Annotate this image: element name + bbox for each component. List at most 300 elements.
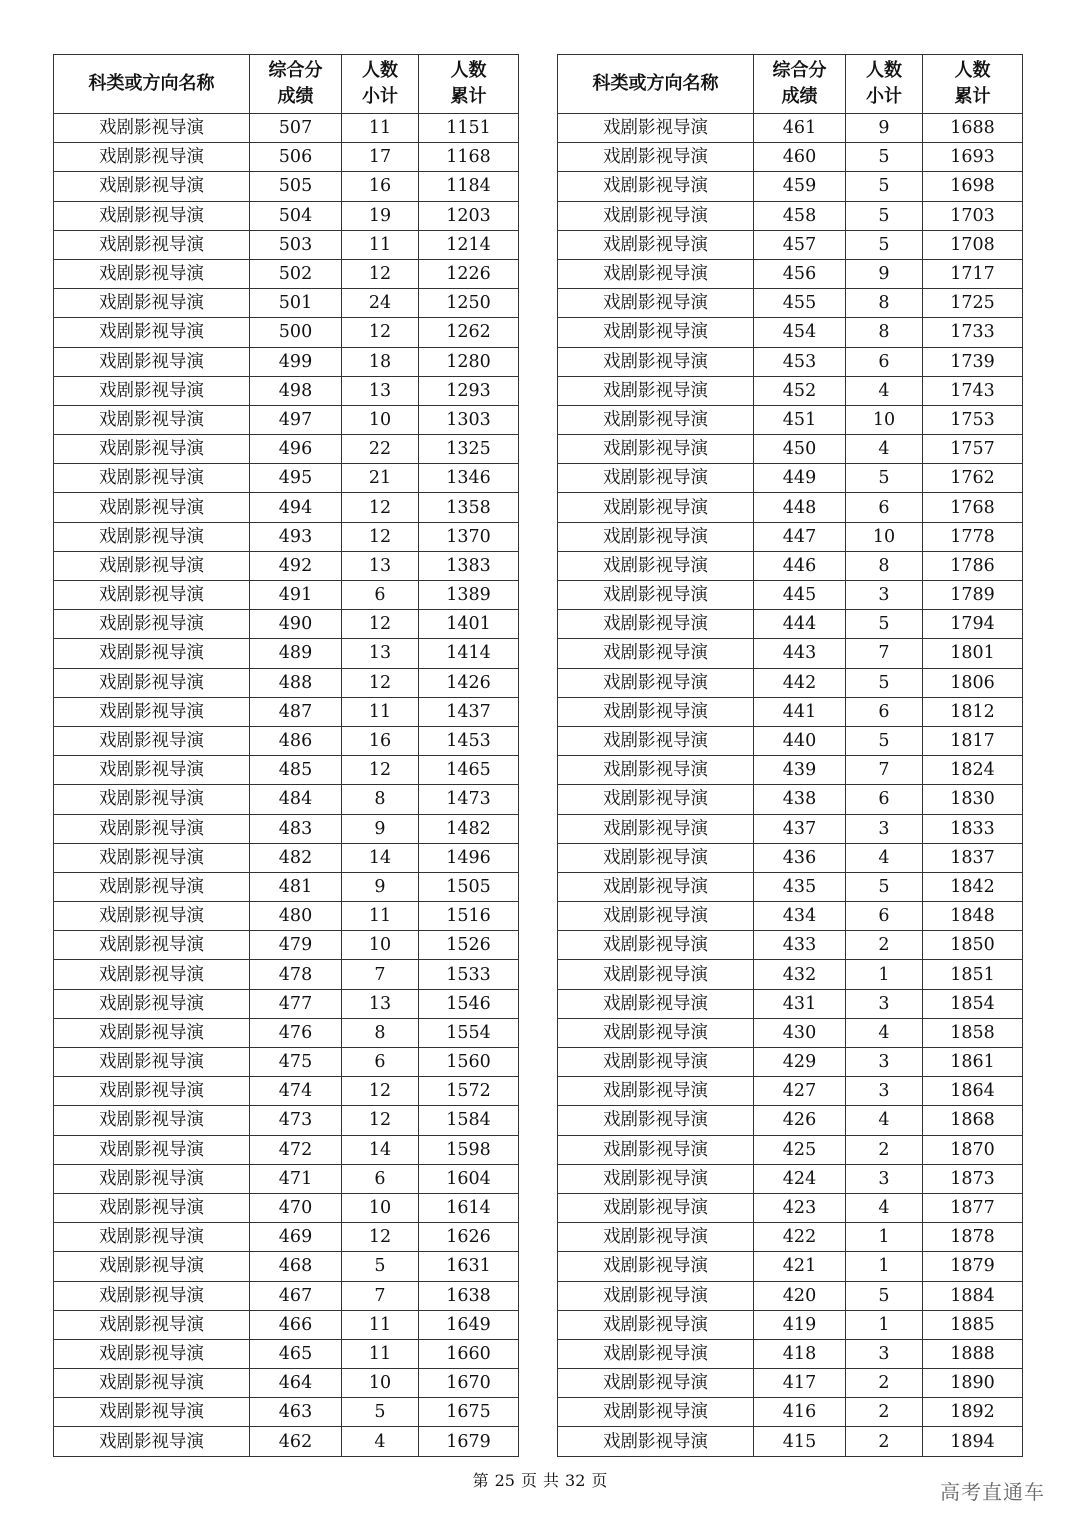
category-cell: 戏剧影视导演 xyxy=(54,493,250,522)
count-cell: 4 xyxy=(846,435,923,464)
score-cell: 466 xyxy=(250,1310,342,1339)
table-row xyxy=(558,435,1023,464)
table-row xyxy=(54,1223,519,1252)
category-cell: 戏剧影视导演 xyxy=(54,289,250,318)
cumulative-cell: 1801 xyxy=(923,639,1023,668)
footer-page-word: 页 xyxy=(520,1471,537,1490)
count-cell: 8 xyxy=(342,1018,419,1047)
count-cell: 6 xyxy=(846,493,923,522)
table-row xyxy=(54,1369,519,1398)
score-cell: 484 xyxy=(250,785,342,814)
cumulative-cell: 1389 xyxy=(419,581,519,610)
score-cell: 451 xyxy=(754,405,846,434)
count-cell: 3 xyxy=(846,814,923,843)
count-cell: 1 xyxy=(846,1310,923,1339)
category-cell: 戏剧影视导演 xyxy=(54,756,250,785)
table-row xyxy=(558,114,1023,143)
cumulative-cell: 1698 xyxy=(923,172,1023,201)
count-cell: 5 xyxy=(846,143,923,172)
score-cell: 496 xyxy=(250,435,342,464)
count-cell: 16 xyxy=(342,726,419,755)
count-cell: 7 xyxy=(846,756,923,785)
count-cell: 5 xyxy=(846,726,923,755)
score-cell: 440 xyxy=(754,726,846,755)
cumulative-cell: 1870 xyxy=(923,1135,1023,1164)
score-cell: 478 xyxy=(250,960,342,989)
count-cell: 1 xyxy=(846,960,923,989)
category-cell: 戏剧影视导演 xyxy=(54,697,250,726)
cumulative-cell: 1184 xyxy=(419,172,519,201)
category-cell: 戏剧影视导演 xyxy=(54,1077,250,1106)
table-row xyxy=(54,230,519,259)
cumulative-cell: 1789 xyxy=(923,581,1023,610)
cumulative-cell: 1465 xyxy=(419,756,519,785)
cumulative-cell: 1833 xyxy=(923,814,1023,843)
count-cell: 2 xyxy=(846,1135,923,1164)
count-cell: 4 xyxy=(846,1193,923,1222)
count-cell: 13 xyxy=(342,551,419,580)
count-cell: 11 xyxy=(342,1310,419,1339)
category-cell: 戏剧影视导演 xyxy=(558,172,754,201)
score-cell: 442 xyxy=(754,668,846,697)
score-cell: 452 xyxy=(754,376,846,405)
cumulative-cell: 1868 xyxy=(923,1106,1023,1135)
count-cell: 11 xyxy=(342,1339,419,1368)
table-row xyxy=(54,668,519,697)
score-cell: 434 xyxy=(754,902,846,931)
table-row xyxy=(54,259,519,288)
table-row xyxy=(558,1223,1023,1252)
category-cell: 戏剧影视导演 xyxy=(558,1223,754,1252)
score-cell: 502 xyxy=(250,259,342,288)
count-cell: 3 xyxy=(846,1048,923,1077)
score-cell: 460 xyxy=(754,143,846,172)
cumulative-cell: 1830 xyxy=(923,785,1023,814)
table-row xyxy=(558,1018,1023,1047)
count-cell: 9 xyxy=(846,259,923,288)
score-cell: 443 xyxy=(754,639,846,668)
category-cell: 戏剧影视导演 xyxy=(558,843,754,872)
category-cell: 戏剧影视导演 xyxy=(54,201,250,230)
cumulative-cell: 1743 xyxy=(923,376,1023,405)
table-row xyxy=(558,1252,1023,1281)
count-cell: 7 xyxy=(342,960,419,989)
score-cell: 458 xyxy=(754,201,846,230)
cumulative-cell: 1614 xyxy=(419,1193,519,1222)
count-cell: 8 xyxy=(846,289,923,318)
count-cell: 3 xyxy=(846,1077,923,1106)
count-cell: 12 xyxy=(342,668,419,697)
cumulative-cell: 1383 xyxy=(419,551,519,580)
count-cell: 11 xyxy=(342,114,419,143)
category-cell: 戏剧影视导演 xyxy=(558,376,754,405)
category-cell: 戏剧影视导演 xyxy=(558,989,754,1018)
category-cell: 戏剧影视导演 xyxy=(558,551,754,580)
table-row xyxy=(558,1077,1023,1106)
table-row xyxy=(558,1427,1023,1456)
table-row xyxy=(558,814,1023,843)
table-row xyxy=(558,902,1023,931)
table-row xyxy=(54,814,519,843)
count-cell: 6 xyxy=(846,347,923,376)
category-cell: 戏剧影视导演 xyxy=(558,1252,754,1281)
score-cell: 450 xyxy=(754,435,846,464)
score-cell: 468 xyxy=(250,1252,342,1281)
category-cell: 戏剧影视导演 xyxy=(558,756,754,785)
header-count: 人数 小计 xyxy=(846,55,923,114)
table-row xyxy=(558,1281,1023,1310)
table-row xyxy=(54,347,519,376)
category-cell: 戏剧影视导演 xyxy=(558,230,754,259)
count-cell: 5 xyxy=(342,1252,419,1281)
score-cell: 435 xyxy=(754,872,846,901)
score-cell: 487 xyxy=(250,697,342,726)
page-footer xyxy=(0,1468,1080,1491)
score-cell: 461 xyxy=(754,114,846,143)
count-cell: 5 xyxy=(846,230,923,259)
category-cell: 戏剧影视导演 xyxy=(54,347,250,376)
cumulative-cell: 1280 xyxy=(419,347,519,376)
score-cell: 444 xyxy=(754,610,846,639)
count-cell: 6 xyxy=(846,902,923,931)
score-cell: 489 xyxy=(250,639,342,668)
count-cell: 13 xyxy=(342,989,419,1018)
table-row xyxy=(54,1252,519,1281)
score-cell: 453 xyxy=(754,347,846,376)
category-cell: 戏剧影视导演 xyxy=(54,726,250,755)
table-row xyxy=(54,1398,519,1427)
table-row xyxy=(558,697,1023,726)
cumulative-cell: 1560 xyxy=(419,1048,519,1077)
category-cell: 戏剧影视导演 xyxy=(558,1193,754,1222)
cumulative-cell: 1660 xyxy=(419,1339,519,1368)
cumulative-cell: 1778 xyxy=(923,522,1023,551)
category-cell: 戏剧影视导演 xyxy=(558,814,754,843)
footer-page-number: 25 xyxy=(494,1471,515,1490)
table-row xyxy=(558,610,1023,639)
table-row xyxy=(54,989,519,1018)
category-cell: 戏剧影视导演 xyxy=(54,376,250,405)
footer-suffix: 页 xyxy=(591,1471,608,1490)
category-cell: 戏剧影视导演 xyxy=(558,1398,754,1427)
category-cell: 戏剧影视导演 xyxy=(54,814,250,843)
score-cell: 415 xyxy=(754,1427,846,1456)
count-cell: 12 xyxy=(342,318,419,347)
table-row xyxy=(54,435,519,464)
count-cell: 13 xyxy=(342,376,419,405)
category-cell: 戏剧影视导演 xyxy=(54,581,250,610)
count-cell: 3 xyxy=(846,581,923,610)
count-cell: 12 xyxy=(342,493,419,522)
header-cumulative: 人数 累计 xyxy=(923,55,1023,114)
category-cell: 戏剧影视导演 xyxy=(54,1018,250,1047)
score-cell: 472 xyxy=(250,1135,342,1164)
score-cell: 454 xyxy=(754,318,846,347)
table-row xyxy=(54,143,519,172)
score-cell: 499 xyxy=(250,347,342,376)
count-cell: 17 xyxy=(342,143,419,172)
watermark-text: 高考直通车 xyxy=(940,1480,1045,1504)
cumulative-cell: 1303 xyxy=(419,405,519,434)
category-cell: 戏剧影视导演 xyxy=(558,318,754,347)
category-cell: 戏剧影视导演 xyxy=(54,989,250,1018)
cumulative-cell: 1214 xyxy=(419,230,519,259)
table-row xyxy=(54,581,519,610)
score-cell: 506 xyxy=(250,143,342,172)
category-cell: 戏剧影视导演 xyxy=(558,931,754,960)
cumulative-cell: 1850 xyxy=(923,931,1023,960)
score-cell: 445 xyxy=(754,581,846,610)
score-cell: 470 xyxy=(250,1193,342,1222)
category-cell: 戏剧影视导演 xyxy=(558,259,754,288)
table-row xyxy=(54,1135,519,1164)
score-cell: 504 xyxy=(250,201,342,230)
count-cell: 5 xyxy=(846,172,923,201)
category-cell: 戏剧影视导演 xyxy=(558,1369,754,1398)
cumulative-cell: 1864 xyxy=(923,1077,1023,1106)
score-cell: 429 xyxy=(754,1048,846,1077)
score-cell: 486 xyxy=(250,726,342,755)
cumulative-cell: 1885 xyxy=(923,1310,1023,1339)
count-cell: 22 xyxy=(342,435,419,464)
category-cell: 戏剧影视导演 xyxy=(54,639,250,668)
cumulative-cell: 1414 xyxy=(419,639,519,668)
count-cell: 6 xyxy=(342,1164,419,1193)
cumulative-cell: 1546 xyxy=(419,989,519,1018)
cumulative-cell: 1877 xyxy=(923,1193,1023,1222)
category-cell: 戏剧影视导演 xyxy=(558,1310,754,1339)
cumulative-cell: 1851 xyxy=(923,960,1023,989)
score-cell: 501 xyxy=(250,289,342,318)
cumulative-cell: 1812 xyxy=(923,697,1023,726)
score-cell: 418 xyxy=(754,1339,846,1368)
score-cell: 424 xyxy=(754,1164,846,1193)
cumulative-cell: 1837 xyxy=(923,843,1023,872)
score-cell: 419 xyxy=(754,1310,846,1339)
count-cell: 1 xyxy=(846,1223,923,1252)
category-cell: 戏剧影视导演 xyxy=(54,172,250,201)
table-row xyxy=(54,522,519,551)
score-cell: 500 xyxy=(250,318,342,347)
header-score: 综合分 成绩 xyxy=(250,55,342,114)
count-cell: 6 xyxy=(846,785,923,814)
cumulative-cell: 1879 xyxy=(923,1252,1023,1281)
category-cell: 戏剧影视导演 xyxy=(558,1077,754,1106)
cumulative-cell: 1817 xyxy=(923,726,1023,755)
score-cell: 423 xyxy=(754,1193,846,1222)
category-cell: 戏剧影视导演 xyxy=(54,551,250,580)
cumulative-cell: 1526 xyxy=(419,931,519,960)
category-cell: 戏剧影视导演 xyxy=(558,581,754,610)
category-cell: 戏剧影视导演 xyxy=(558,668,754,697)
score-cell: 475 xyxy=(250,1048,342,1077)
score-cell: 503 xyxy=(250,230,342,259)
count-cell: 12 xyxy=(342,610,419,639)
table-row xyxy=(54,1339,519,1368)
count-cell: 12 xyxy=(342,756,419,785)
count-cell: 12 xyxy=(342,522,419,551)
cumulative-cell: 1708 xyxy=(923,230,1023,259)
category-cell: 戏剧影视导演 xyxy=(54,1281,250,1310)
table-row xyxy=(54,639,519,668)
table-row xyxy=(558,230,1023,259)
table-row xyxy=(558,143,1023,172)
cumulative-cell: 1888 xyxy=(923,1339,1023,1368)
category-cell: 戏剧影视导演 xyxy=(54,405,250,434)
count-cell: 4 xyxy=(846,376,923,405)
cumulative-cell: 1854 xyxy=(923,989,1023,1018)
table-row xyxy=(54,785,519,814)
table-row xyxy=(558,668,1023,697)
cumulative-cell: 1858 xyxy=(923,1018,1023,1047)
score-cell: 467 xyxy=(250,1281,342,1310)
score-cell: 464 xyxy=(250,1369,342,1398)
table-row xyxy=(54,1077,519,1106)
table-row xyxy=(558,289,1023,318)
cumulative-cell: 1151 xyxy=(419,114,519,143)
category-cell: 戏剧影视导演 xyxy=(54,259,250,288)
score-cell: 473 xyxy=(250,1106,342,1135)
table-row xyxy=(54,1164,519,1193)
table-row xyxy=(54,172,519,201)
cumulative-cell: 1262 xyxy=(419,318,519,347)
score-cell: 462 xyxy=(250,1427,342,1456)
cumulative-cell: 1250 xyxy=(419,289,519,318)
table-row xyxy=(558,318,1023,347)
table-row xyxy=(54,318,519,347)
category-cell: 戏剧影视导演 xyxy=(558,435,754,464)
category-cell: 戏剧影视导演 xyxy=(558,639,754,668)
count-cell: 5 xyxy=(342,1398,419,1427)
cumulative-cell: 1824 xyxy=(923,756,1023,785)
score-cell: 491 xyxy=(250,581,342,610)
table-row xyxy=(558,201,1023,230)
cumulative-cell: 1894 xyxy=(923,1427,1023,1456)
cumulative-cell: 1496 xyxy=(419,843,519,872)
category-cell: 戏剧影视导演 xyxy=(558,1339,754,1368)
category-cell: 戏剧影视导演 xyxy=(558,960,754,989)
score-cell: 476 xyxy=(250,1018,342,1047)
table-row xyxy=(558,1339,1023,1368)
category-cell: 戏剧影视导演 xyxy=(558,1106,754,1135)
cumulative-cell: 1554 xyxy=(419,1018,519,1047)
table-row xyxy=(54,1310,519,1339)
category-cell: 戏剧影视导演 xyxy=(558,493,754,522)
count-cell: 3 xyxy=(846,1164,923,1193)
score-cell: 420 xyxy=(754,1281,846,1310)
cumulative-cell: 1426 xyxy=(419,668,519,697)
count-cell: 4 xyxy=(846,843,923,872)
category-cell: 戏剧影视导演 xyxy=(558,1048,754,1077)
category-cell: 戏剧影视导演 xyxy=(54,1164,250,1193)
table-row xyxy=(558,493,1023,522)
category-cell: 戏剧影视导演 xyxy=(54,872,250,901)
table-row xyxy=(54,464,519,493)
table-header-row xyxy=(54,55,519,114)
table-row xyxy=(558,1164,1023,1193)
header-category: 科类或方向名称 xyxy=(54,55,250,114)
table-row xyxy=(558,756,1023,785)
cumulative-cell: 1604 xyxy=(419,1164,519,1193)
cumulative-cell: 1794 xyxy=(923,610,1023,639)
cumulative-cell: 1703 xyxy=(923,201,1023,230)
score-cell: 459 xyxy=(754,172,846,201)
table-row xyxy=(558,581,1023,610)
category-cell: 戏剧影视导演 xyxy=(54,1310,250,1339)
header-cumulative: 人数 累计 xyxy=(419,55,519,114)
category-cell: 戏剧影视导演 xyxy=(54,931,250,960)
category-cell: 戏剧影视导演 xyxy=(558,114,754,143)
score-cell: 426 xyxy=(754,1106,846,1135)
count-cell: 24 xyxy=(342,289,419,318)
count-cell: 5 xyxy=(846,464,923,493)
count-cell: 18 xyxy=(342,347,419,376)
count-cell: 11 xyxy=(342,902,419,931)
count-cell: 12 xyxy=(342,1077,419,1106)
cumulative-cell: 1670 xyxy=(419,1369,519,1398)
cumulative-cell: 1346 xyxy=(419,464,519,493)
count-cell: 11 xyxy=(342,230,419,259)
category-cell: 戏剧影视导演 xyxy=(54,1252,250,1281)
cumulative-cell: 1203 xyxy=(419,201,519,230)
table-row xyxy=(558,347,1023,376)
score-cell: 483 xyxy=(250,814,342,843)
table-row xyxy=(558,1193,1023,1222)
count-cell: 3 xyxy=(846,989,923,1018)
table-row xyxy=(54,493,519,522)
table-row xyxy=(558,639,1023,668)
score-cell: 449 xyxy=(754,464,846,493)
table-row xyxy=(558,259,1023,288)
category-cell: 戏剧影视导演 xyxy=(54,464,250,493)
count-cell: 5 xyxy=(846,1281,923,1310)
cumulative-cell: 1572 xyxy=(419,1077,519,1106)
cumulative-cell: 1688 xyxy=(923,114,1023,143)
count-cell: 12 xyxy=(342,1223,419,1252)
cumulative-cell: 1717 xyxy=(923,259,1023,288)
score-cell: 430 xyxy=(754,1018,846,1047)
count-cell: 9 xyxy=(846,114,923,143)
score-cell: 432 xyxy=(754,960,846,989)
cumulative-cell: 1725 xyxy=(923,289,1023,318)
count-cell: 10 xyxy=(846,405,923,434)
count-cell: 1 xyxy=(846,1252,923,1281)
category-cell: 戏剧影视导演 xyxy=(54,522,250,551)
table-row xyxy=(558,522,1023,551)
header-count: 人数 小计 xyxy=(342,55,419,114)
table-row xyxy=(54,610,519,639)
table-row xyxy=(54,697,519,726)
cumulative-cell: 1878 xyxy=(923,1223,1023,1252)
cumulative-cell: 1626 xyxy=(419,1223,519,1252)
score-table-right xyxy=(557,54,1023,1457)
cumulative-cell: 1861 xyxy=(923,1048,1023,1077)
count-cell: 21 xyxy=(342,464,419,493)
count-cell: 4 xyxy=(846,1018,923,1047)
count-cell: 11 xyxy=(342,697,419,726)
category-cell: 戏剧影视导演 xyxy=(558,902,754,931)
count-cell: 14 xyxy=(342,1135,419,1164)
table-row xyxy=(54,201,519,230)
table-row xyxy=(558,1369,1023,1398)
score-cell: 416 xyxy=(754,1398,846,1427)
category-cell: 戏剧影视导演 xyxy=(558,697,754,726)
score-cell: 490 xyxy=(250,610,342,639)
score-cell: 448 xyxy=(754,493,846,522)
table-row xyxy=(558,1106,1023,1135)
table-row xyxy=(54,1281,519,1310)
table-row xyxy=(558,1310,1023,1339)
